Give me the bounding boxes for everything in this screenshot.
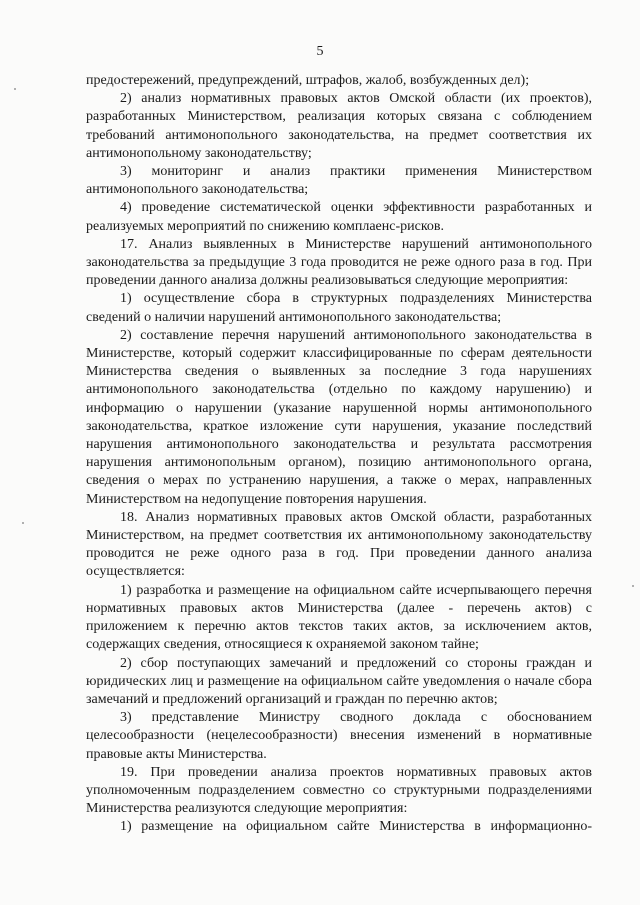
paragraph: 2) сбор поступающих замечаний и предложений со стороны граждан и юридических лиц и размещение на официальном сайте уведомления о начале сбора замечаний и предложений организаций и граждан по перечню актов; <box>86 655 592 707</box>
paragraph: 18. Анализ нормативных правовых актов Омской области, разработанных Министерством, на предмет соответствия их антимонопольному законодательству проводится не реже одного раза в год. При проведении данного анализа осуществляется: <box>86 509 592 580</box>
paragraph: 1) разработка и размещение на официальном сайте исчерпывающего перечня нормативных правовых актов Министерства (далее - перечень актов) с приложением к перечню актов текстов таких актов, за исключением актов, содержащих сведения, относящиеся к охраняемой законом тайне; <box>86 582 592 653</box>
paragraph: 19. При проведении анализа проектов нормативных правовых актов уполномоченным подразделением совместно со структурными подразделениями Министерства реализуются следующие мероприятия: <box>86 764 592 817</box>
paragraph: 4) проведение систематической оценки эффективности разработанных и реализуемых мероприятий по снижению комплаенс-рисков. <box>86 200 592 234</box>
scan-speck <box>14 88 16 90</box>
page-number: 5 <box>316 44 324 59</box>
scan-speck <box>22 522 24 524</box>
paragraph: 1) осуществление сбора в структурных подразделениях Министерства сведений о наличии нарушений антимонопольного законодательства; <box>86 291 592 325</box>
scan-speck <box>632 585 634 587</box>
paragraph: 1) размещение на официальном сайте Министерства в информационно- <box>120 819 592 835</box>
document-body <box>86 72 592 837</box>
paragraph: 3) представление Министру сводного доклада с обоснованием целесообразности (нецелесообразности) внесения изменений в нормативные правовые акты Министерства. <box>86 710 592 762</box>
paragraph: предостережений, предупреждений, штрафов, жалоб, возбужденных дел); <box>86 73 530 88</box>
paragraph: 3) мониторинг и анализ практики применения Министерством антимонопольного законодательства; <box>86 164 592 198</box>
paragraph: 17. Анализ выявленных в Министерстве нарушений антимонопольного законодательства за предыдущие 3 года проводится не реже одного раза в год. При проведении данного анализа должны реализовываться следующие мероприятия: <box>86 236 592 289</box>
paragraph: 2) анализ нормативных правовых актов Омской области (их проектов), разработанных Министерством, реализация которых связана с соблюдением требований антимонопольного законодательства, на предмет соответствия их антимонопольному законодательству; <box>86 91 592 161</box>
paragraph: 2) составление перечня нарушений антимонопольного законодательства в Министерстве, который содержит классифицированные по сферам деятельности Министерства сведения о выявленных за последние 3 года нарушениях антимонопольного законодательства (отдельно по каждому нарушению) и информацию о нарушении (указание нарушенной нормы антимонопольного законодательства, краткое изложение сути нарушения, указание последствий нарушения антимонопольного законодательства и результата рассмотрения нарушения антимонопольным органом), позицию антимонопольного органа, сведения о мерах по устранению нарушения, а также о мерах, направленных Министерством на недопущение повторения нарушения. <box>86 327 592 507</box>
